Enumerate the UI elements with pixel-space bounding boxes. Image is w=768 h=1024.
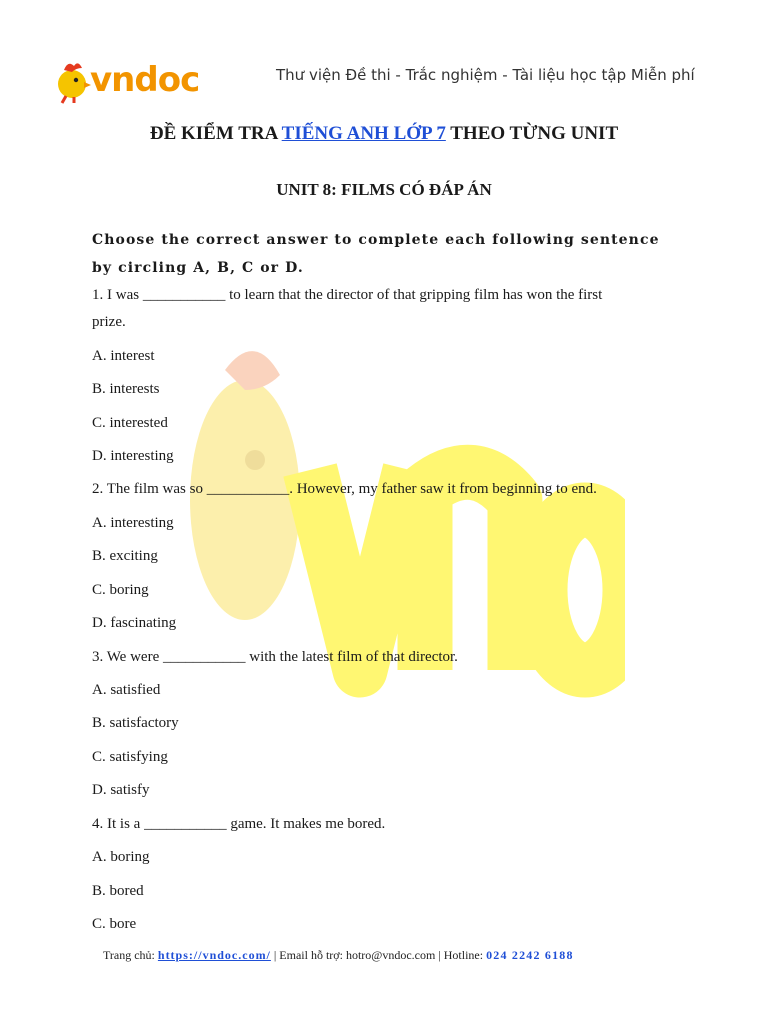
answer-option: C. satisfying [92,749,168,765]
answer-option: B. bored [92,883,144,899]
question-text: 1. I was ___________ to learn that the director of that gripping film has won the first [92,287,603,303]
grade7-english-link[interactable]: TIẾNG ANH LỚP 7 [281,123,446,144]
answer-option: A. interesting [92,515,174,531]
footer-home-label: Trang chủ: [103,948,158,962]
answer-option: C. bore [92,916,137,932]
rooster-mascot-icon [52,58,92,104]
question-text: 2. The film was so ___________. However, my father saw it from beginning to end. [92,481,597,497]
title-prefix: ĐỀ KIỂM TRA [149,123,282,144]
answer-option: A. interest [92,348,155,364]
logo-text: vndoc [90,60,200,100]
answer-option: D. fascinating [92,615,177,631]
vndoc-watermark [185,330,625,770]
page-footer [103,948,574,963]
hotline-number: 024 2242 6188 [486,948,574,962]
title-suffix: THEO TỪNG UNIT [445,123,619,144]
answer-option: B. exciting [92,548,158,564]
answer-option: C. interested [92,415,168,431]
answer-option: D. satisfy [92,782,150,798]
page-header [0,50,768,110]
answer-option: D. interesting [92,448,174,464]
footer-contact: | Email hỗ trợ: hotro@vndoc.com | Hotline: [270,948,487,962]
homepage-link[interactable]: https://vndoc.com/ [157,948,271,962]
vndoc-logo[interactable] [52,58,212,104]
answer-option: B. satisfactory [92,715,179,731]
answer-option: A. satisfied [92,682,161,698]
header-tagline: Thư viện Đề thi - Trắc nghiệm - Tài liệu học tập Miễn phí [276,66,695,84]
question-text: 3. We were ___________ with the latest film of that director. [92,649,458,665]
page-title [0,123,768,145]
answer-option: B. interests [92,381,160,397]
instructions: Choose the correct answer to complete each following sentence by circling A, B, C or D. [92,232,660,276]
unit-subtitle: UNIT 8: FILMS CÓ ĐÁP ÁN [276,180,492,199]
answer-option: A. boring [92,849,150,865]
question-text: prize. [92,314,126,330]
question-text: 4. It is a ___________ game. It makes me bored. [92,816,386,832]
answer-option: C. boring [92,582,149,598]
